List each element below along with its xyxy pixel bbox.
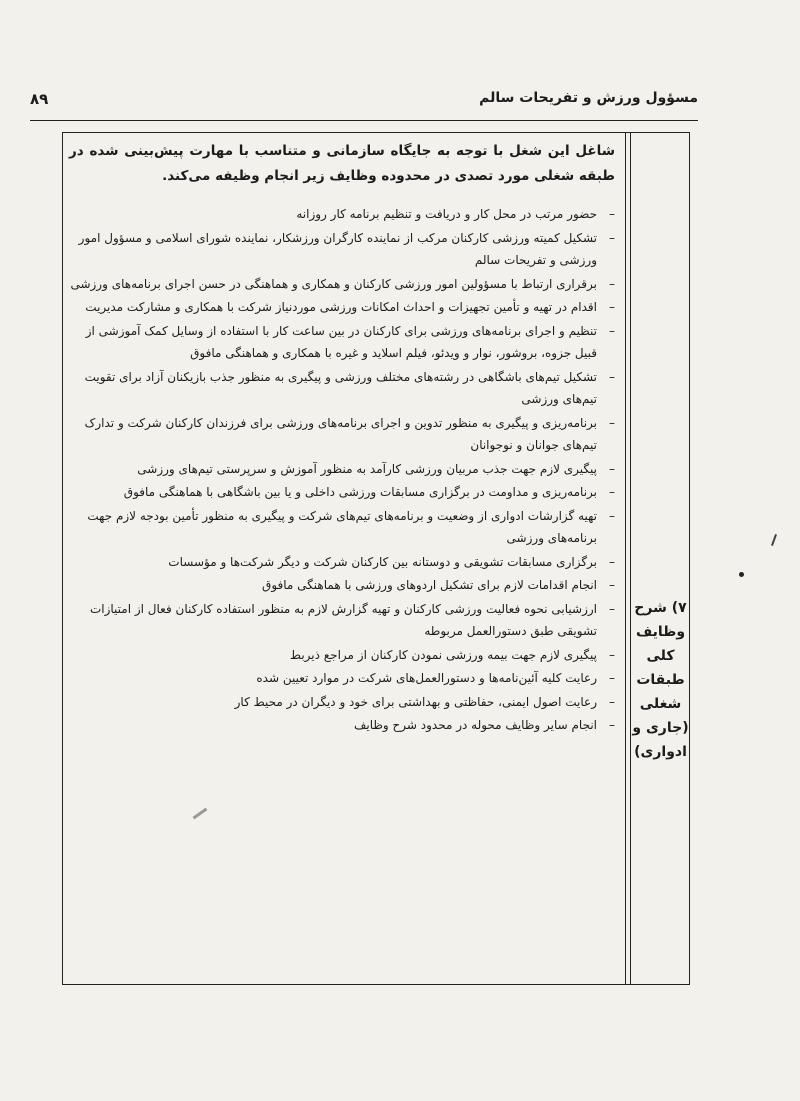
section-label-line: شغلی [639,696,682,712]
dash-bullet: – [609,508,615,523]
duty-item [69,667,615,690]
dash-bullet: – [609,601,615,616]
intro-paragraph: شاغل این شغل با توجه به جایگاه سازمانی و متناسب با مهارت پیش‌بینی شده در طبقه شغلی مورد تصدی در محدوده وظایف زیر انجام وظیفه می‌کند. [69,143,615,184]
duty-text: حضور مرتب در محل کار و دریافت و تنظیم برنامه کار روزانه [296,207,597,221]
duty-text: تشکیل تیم‌های باشگاهی در رشته‌های مختلف ورزشی و پیگیری به منظور جذب بازیکنان آزاد برای تقویت تیم‌های ورزشی [84,369,597,406]
dash-bullet: – [609,554,615,569]
dash-bullet: – [609,207,615,221]
duty-item [69,574,615,597]
content-cell [69,139,615,738]
dash-bullet: – [609,300,615,314]
dash-bullet: – [609,323,615,338]
section-label-line: ادواری) [634,744,687,760]
dash-bullet: – [609,671,615,685]
duty-text: تنظیم و اجرای برنامه‌های ورزشی برای کارکنان در بین ساعت کار با استفاده از وسایل کمک آموزشی از قبیل جزوه، بروشور، نوار و ویدئو، فیلم اسلاید و غیره با همکاری و هماهنگی مافوق [85,323,597,360]
duty-text: تهیه گزارشات ادواری از وضعیت و برنامه‌های تیم‌های شرکت و پیگیری به منظور تأمین بودجه لازم جهت برنامه‌های ورزشی [87,508,597,545]
section-label-line: کلی [646,648,675,664]
duty-text: انجام اقدامات لازم برای تشکیل اردوهای ورزشی با هماهنگی مافوق [262,578,597,592]
duty-item [69,227,615,272]
section-label-line: ۷) شرح [634,600,687,616]
page-header [30,90,698,116]
duty-item [69,691,615,714]
duty-item [69,551,615,574]
dash-bullet: – [609,578,615,592]
duty-item [69,273,615,296]
duty-text: رعایت اصول ایمنی، حفاظتی و بهداشتی برای خود و دیگران در محیط کار [234,694,597,709]
duty-item [69,366,615,411]
dash-bullet: – [609,694,615,709]
section-label-line: وظایف [635,624,686,640]
header-rule [30,120,698,121]
scan-artifact-mark [771,534,777,546]
duty-text: رعایت کلیه آئین‌نامه‌ها و دستورالعمل‌های شرکت در موارد تعیین شده [256,671,597,685]
section-label [632,596,689,764]
duty-text: پیگیری لازم جهت جذب مربیان ورزشی کارآمد به منظور آموزش و سرپرستی تیم‌های ورزشی [137,461,597,476]
duty-text: برنامه‌ریزی و پیگیری به منظور تدوین و اجرای برنامه‌های ورزشی برای فرزندان کارکنان شرکت و تدارک تیم‌های جوانان و نوجوانان [84,415,597,452]
scan-artifact-dot [739,572,744,577]
dash-bullet: – [609,415,615,430]
duty-text: برگزاری مسابقات تشویقی و دوستانه بین کارکنان شرکت و دیگر شرکت‌ها و مؤسسات [168,554,597,569]
duty-item [69,458,615,481]
duty-item [69,598,615,643]
dash-bullet: – [609,485,615,499]
column-divider [625,133,626,984]
dash-bullet: – [609,461,615,476]
dash-bullet: – [609,230,615,245]
section-label-line: طبقات [636,672,685,688]
duty-text: پیگیری لازم جهت بیمه ورزشی نمودن کارکنان از مراجع ذیربط [289,647,597,662]
duty-list [69,203,615,737]
duty-item [69,296,615,319]
duty-text: انجام سایر وظایف محوله در محدود شرح وظایف [353,718,597,732]
duty-text: ارزشیابی نحوه فعالیت ورزشی کارکنان و تهیه گزارش لازم به منظور استفاده کارکنان فعال از امتیازات تشویقی طبق دستورالعمل مربوطه [89,601,597,638]
duty-text: برقراری ارتباط با مسؤولین امور ورزشی کارکنان و همکاری و هماهنگی در حسن اجرای برنامه‌های ورزشی [70,276,597,291]
dash-bullet: – [609,647,615,662]
duty-text: برنامه‌ریزی و مداومت در برگزاری مسابقات ورزشی داخلی و یا بین باشگاهی با هماهنگی مافوق [123,485,597,499]
duty-item [69,644,615,667]
duties-table [62,132,690,985]
duty-item [69,320,615,365]
dash-bullet: – [609,718,615,732]
duty-item [69,481,615,504]
duty-text: اقدام در تهیه و تأمین تجهیزات و احداث امکانات ورزشی موردنیاز شرکت با همکاری و مشارکت مدیریت [85,300,597,314]
duty-item [69,714,615,737]
column-divider-inner [630,133,631,984]
dash-bullet: – [609,276,615,291]
dash-bullet: – [609,369,615,384]
header-title: مسؤول ورزش و تفریحات سالم [479,90,698,106]
duty-text: تشکیل کمیته ورزشی کارکنان مرکب از نماینده کارگران ورزشکار، نماینده شورای اسلامی و مسؤول امور ورزشی و تفریحات سالم [78,230,597,267]
section-label-line: (جاری و [632,720,689,736]
duty-item [69,505,615,550]
duty-item [69,412,615,457]
duty-item [69,203,615,226]
page-number: ۸۹ [30,90,49,108]
